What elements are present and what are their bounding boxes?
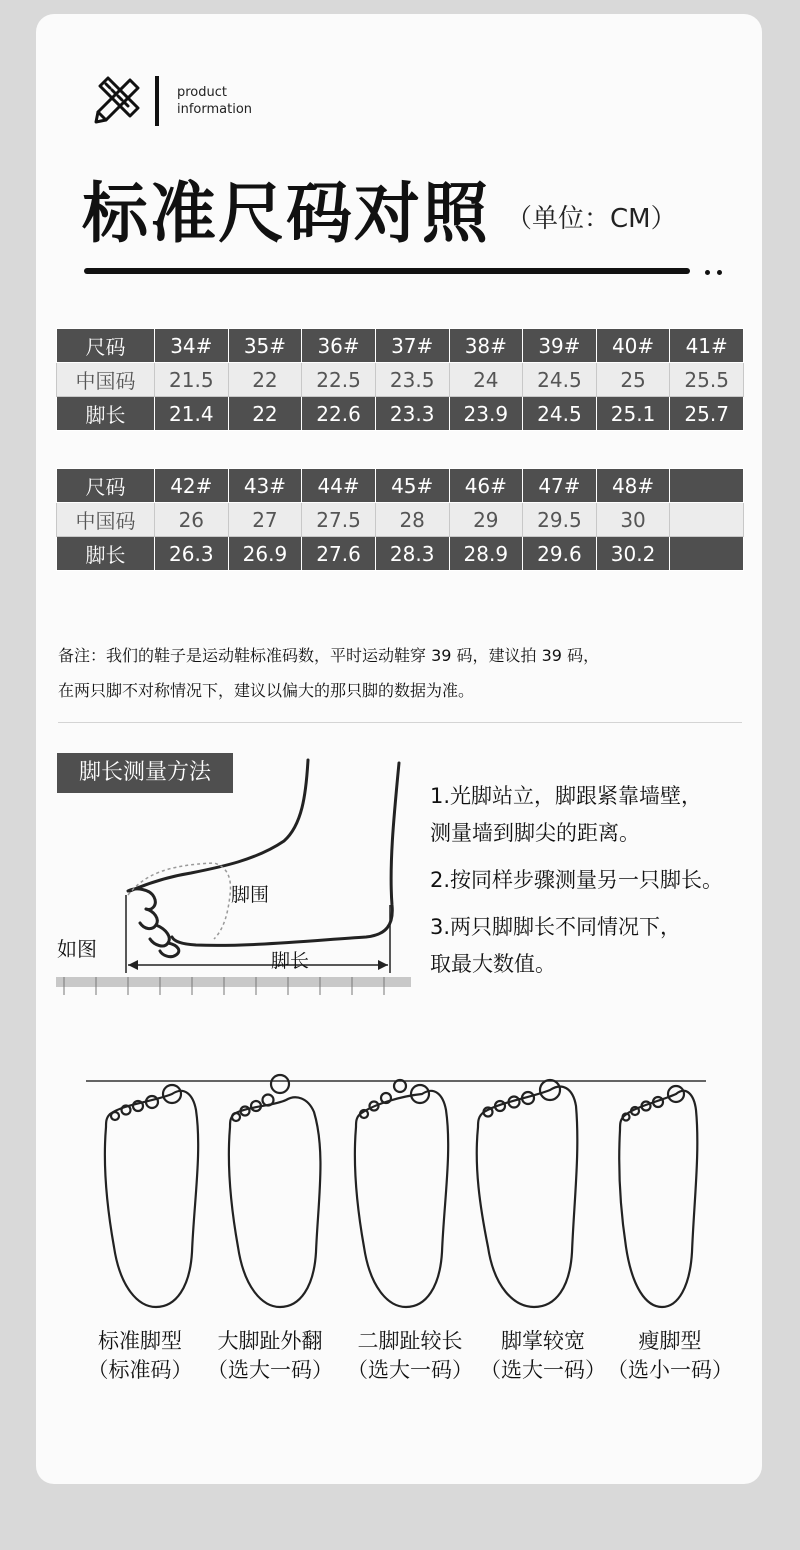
brand-line1: product [177,85,228,100]
foot-type-slim [605,1327,735,1385]
measure-steps [430,778,723,993]
table-cell: 25.1 [596,397,670,431]
table-cell: 27.5 [302,503,376,537]
table-cell [670,503,744,537]
foot-types-illustration [86,1072,716,1312]
table-cell: 28 [375,503,449,537]
foot-type-advice: （标准码） [87,1358,193,1382]
table-cell: 24.5 [523,363,597,397]
row-label: 脚长 [57,537,155,571]
decor-dot [705,270,710,275]
table-cell: 27 [228,503,302,537]
foot-type-bunion [205,1327,335,1385]
foot-type-advice: （选大一码） [207,1358,333,1382]
foot-type-long-second-toe [345,1327,475,1385]
section-divider [58,722,742,723]
row-label: 中国码 [57,363,155,397]
table-row-foot-length [57,537,744,571]
table-cell: 30 [596,503,670,537]
table-cell: 42# [155,469,229,503]
foot-type-name: 标准脚型 [98,1329,182,1353]
girth-label: 脚围 [231,884,270,906]
table-cell: 26.9 [228,537,302,571]
row-label: 中国码 [57,503,155,537]
row-label: 尺码 [57,329,155,363]
foot-type-advice: （选小一码） [607,1358,733,1382]
table-cell: 44# [302,469,376,503]
table-cell: 45# [375,469,449,503]
table-cell: 23.9 [449,397,523,431]
size-note [58,638,599,708]
table-cell [670,537,744,571]
table-cell: 24.5 [523,397,597,431]
size-table-1 [56,328,744,431]
table-cell: 29 [449,503,523,537]
table-cell: 39# [523,329,597,363]
table-cell: 35# [228,329,302,363]
brand-divider [155,76,159,126]
table-cell: 21.4 [155,397,229,431]
table-cell: 26.3 [155,537,229,571]
table-cell: 30.2 [596,537,670,571]
note-line1: 备注：我们的鞋子是运动鞋标准码数，平时运动鞋穿 39 码，建议拍 39 码， [58,646,600,665]
table-cell: 25 [596,363,670,397]
table-cell: 27.6 [302,537,376,571]
step-2-line1: 2.按同样步骤测量另一只脚长。 [430,868,724,892]
table-cell: 25.7 [670,397,744,431]
table-cell: 38# [449,329,523,363]
note-line2: 在两只脚不对称情况下，建议以偏大的那只脚的数据为准。 [58,681,475,700]
table-cell: 22.6 [302,397,376,431]
pencil-ruler-icon [92,76,142,126]
step-1-line2: 测量墙到脚尖的距离。 [430,821,640,845]
table-cell [670,469,744,503]
step-1 [430,778,723,852]
table-cell: 25.5 [670,363,744,397]
decor-dot [717,270,722,275]
foot-outline-bunion [229,1075,321,1307]
brand-line2: information [177,102,253,117]
foot-type-wide [478,1327,608,1385]
table-row-china-size [57,503,744,537]
foot-type-advice: （选大一码） [347,1358,473,1382]
step-3-line2: 取最大数值。 [430,952,556,976]
table-cell: 40# [596,329,670,363]
table-row-size [57,469,744,503]
table-cell: 23.3 [375,397,449,431]
table-cell: 24 [449,363,523,397]
table-row-foot-length [57,397,744,431]
table-cell: 22.5 [302,363,376,397]
table-row-size [57,329,744,363]
table-cell: 22 [228,363,302,397]
table-cell: 36# [302,329,376,363]
foot-outline-slim [619,1086,697,1307]
table-cell: 48# [596,469,670,503]
table-cell: 47# [523,469,597,503]
row-label: 尺码 [57,469,155,503]
table-cell: 37# [375,329,449,363]
table-row-china-size [57,363,744,397]
table-cell: 22 [228,397,302,431]
foot-type-name: 瘦脚型 [638,1329,702,1353]
row-label: 脚长 [57,397,155,431]
table-cell: 29.6 [523,537,597,571]
foot-type-name: 脚掌较宽 [501,1329,585,1353]
foot-type-advice: （选大一码） [480,1358,606,1382]
foot-type-standard [75,1327,205,1385]
table-cell: 23.5 [375,363,449,397]
foot-outline-standard [105,1085,198,1307]
title-underline [84,268,690,274]
table-cell: 46# [449,469,523,503]
length-label: 脚长 [271,950,310,972]
table-cell: 29.5 [523,503,597,537]
foot-measure-illustration [56,755,411,1010]
measure-method-tag: 脚长测量方法 [57,753,233,793]
foot-outline-long-second-toe [355,1080,448,1307]
as-figure-label: 如图 [57,937,97,961]
page-title: 标准尺码对照 [82,175,490,252]
table-cell: 34# [155,329,229,363]
foot-type-name: 二脚趾较长 [357,1329,463,1353]
size-table-2 [56,468,744,571]
step-2 [430,862,723,899]
unit-label: （单位：CM） [506,204,677,234]
foot-type-name: 大脚趾外翻 [217,1329,323,1353]
step-1-line1: 1.光脚站立，脚跟紧靠墙壁， [430,784,703,808]
brand-text [177,84,252,118]
table-cell: 21.5 [155,363,229,397]
step-3-line1: 3.两只脚脚长不同情况下， [430,915,682,939]
step-3 [430,909,723,983]
foot-outline-wide [477,1080,578,1307]
table-cell: 43# [228,469,302,503]
table-cell: 28.3 [375,537,449,571]
table-cell: 26 [155,503,229,537]
table-cell: 41# [670,329,744,363]
table-cell: 28.9 [449,537,523,571]
